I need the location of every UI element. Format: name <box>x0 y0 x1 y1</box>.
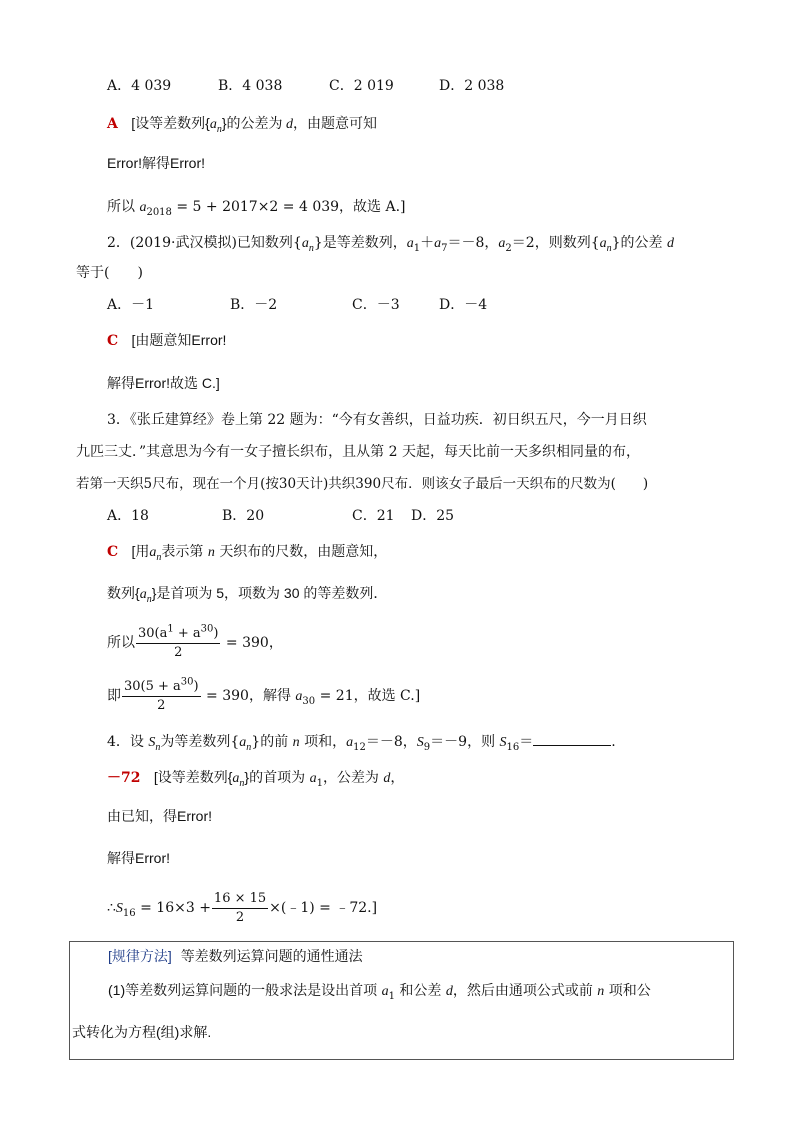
q1-option-c: C．2 019 <box>329 78 394 94</box>
q1-option-b: B．4 038 <box>218 78 283 94</box>
q2-stem-line2: 等于( ) <box>76 265 143 281</box>
q4-solution-line2: 由已知，得Error! <box>107 808 212 824</box>
q2-options <box>107 295 487 315</box>
q2-answer: C <box>107 333 119 349</box>
q2-solution-line1: C [由题意知Error! <box>107 332 227 349</box>
q3-solution-line4: 即 $\frac{30(5 + a^{30})}{2}$ = 390，解得 $a_{30} = 21$，故选 C.] <box>107 676 421 713</box>
q1-option-d: D．2 038 <box>439 78 505 94</box>
method-line2: 式转化为方程(组)求解. <box>72 1024 212 1040</box>
q3-option-a: A．18 <box>107 508 149 524</box>
q2-stem: 2．(2019·武汉模拟)已知数列$\{a_n\}$是等差数列，$a_1+a_7=-8$，$a_2=2$，则数列$\{a_n\}$的公差 d <box>107 235 674 254</box>
q3-option-d: D．25 <box>411 508 455 524</box>
q1-option-a: A．4 039 <box>107 78 172 94</box>
method-tag: [规律方法] <box>108 948 172 964</box>
q3-stem-line3: 若第一天织5尺布，现在一个月(按30天计)共织390尺布．则该女子最后一天织布的尺数为( ) <box>76 476 649 492</box>
q3-options <box>107 506 454 526</box>
q3-solution-line1: C [用$a_n$表示第 n 天织布的尺数，由题意知， <box>107 543 388 563</box>
method-heading <box>108 946 363 967</box>
q1-solution-line1: A [设等差数列$\{a_n\}$的公差为 d，由题意可知 <box>107 115 377 135</box>
q1-conclusion: 所以 $a_{2018} = 5 + 2017\times 2 = 4$ 039，故选 A.] <box>107 198 406 218</box>
q2-solution-line2: 解得Error!故选 C.] <box>107 375 220 391</box>
q3-solution-line2: 数列$\{a_n\}$是首项为 5，项数为 30 的等差数列． <box>107 585 388 605</box>
q2-option-c: C．－3 <box>352 297 400 313</box>
q2-option-d: D．－4 <box>439 297 488 313</box>
q4-solution-line4: $\therefore S_{16} = 16\times 3$ + $\frac{16 \times 15}{2}$ ×(﹣1) = ﹣72.] <box>107 890 378 925</box>
q3-answer: C <box>107 544 119 560</box>
method-line1: (1)等差数列运算问题的一般求法是设出首项 $a_1$ 和公差 d，然后由通项公式或前 n 项和公 <box>108 982 651 1002</box>
method-title: 等差数列运算问题的通性通法 <box>180 948 363 964</box>
method-box <box>69 941 734 1060</box>
q3-stem-line2: 九匹三丈．”其意思为今有一女子擅长织布，且从第 2 天起，每天比前一天多织相同量的布， <box>76 444 640 460</box>
q1-error-line: Error!解得Error! <box>107 155 205 171</box>
q4-answer: －72 <box>107 770 141 786</box>
q4-solution-line1: －72 [设等差数列$\{a_n\}$的首项为 $a_1$，公差为 d， <box>107 769 405 789</box>
q2-option-b: B．－2 <box>230 297 278 313</box>
q3-fraction-1: $\frac{30(a^1 + a^{30})}{2}$ <box>138 623 219 660</box>
q2-option-a: A．－1 <box>107 297 155 313</box>
q4-fraction: $\frac{16 \times 15}{2}$ <box>213 890 267 925</box>
q3-option-c: C．21 <box>352 508 395 524</box>
q3-stem-line1: 3．《张丘建算经》卷上第 22 题为：“今有女善织，日益功疾．初日织五尺，今一月日织 <box>107 412 647 428</box>
q1-answer: A <box>107 116 118 132</box>
q4-stem: 4．设 $S_n$为等差数列$\{a_n\}$的前 n 项和，$a_{12}=-8$，$S_9=-9$，则 $S_{16}=$ . <box>107 731 616 753</box>
q4-solution-line3: 解得Error! <box>107 850 170 866</box>
answer-blank <box>533 731 611 746</box>
q3-solution-line3: 所以 $\frac{30(a^1 + a^{30})}{2}$ = 390， <box>107 623 283 660</box>
q3-option-b: B．20 <box>222 508 265 524</box>
q1-options <box>107 76 504 96</box>
q3-fraction-2: $\frac{30(5 + a^{30})}{2}$ <box>124 676 199 713</box>
